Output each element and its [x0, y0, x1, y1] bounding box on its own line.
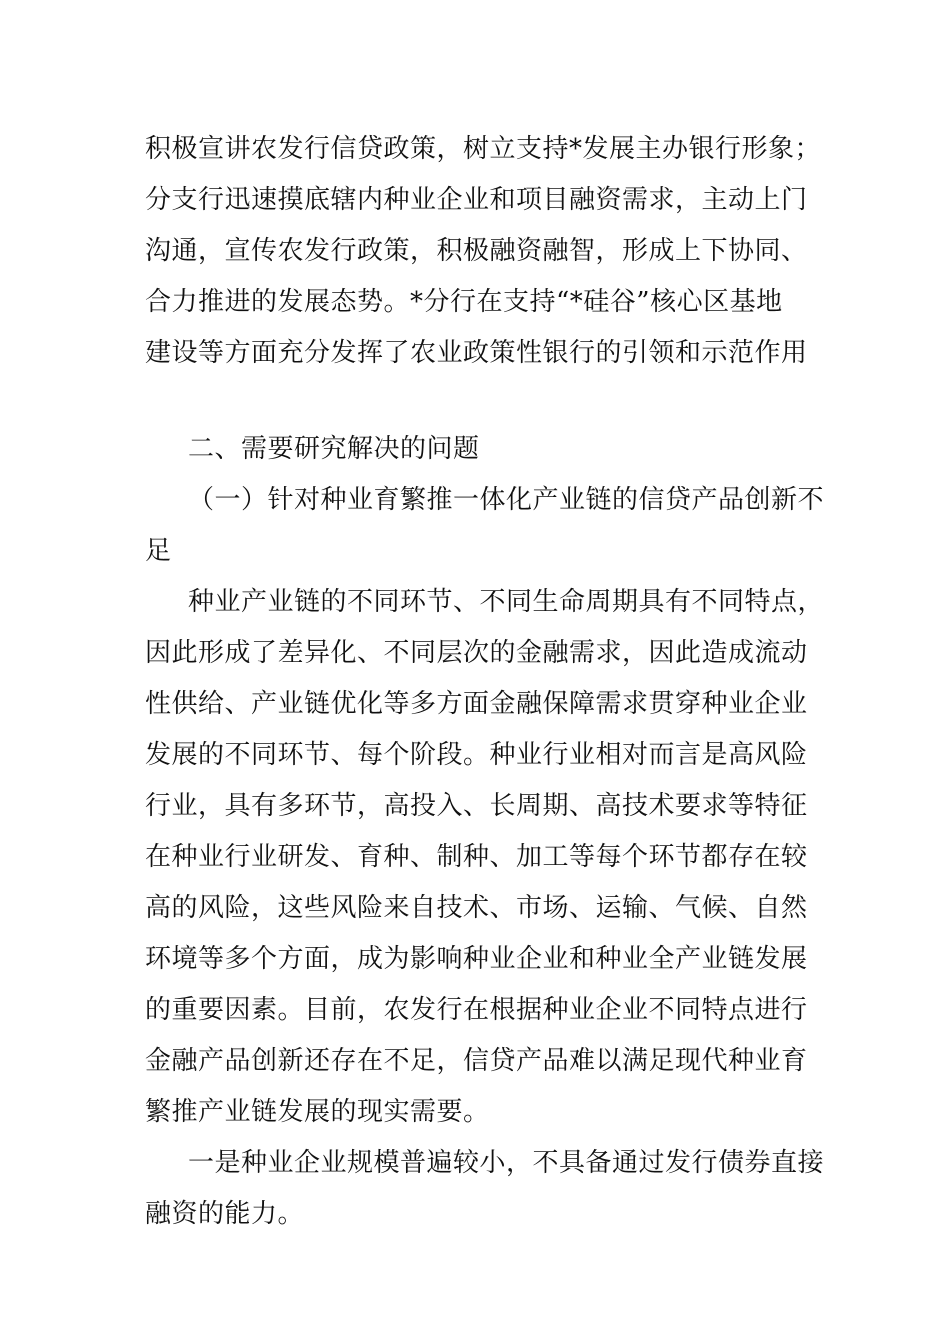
subsection-heading: （一）针对种业育繁推一体化产业链的信贷产品创新不	[188, 485, 825, 515]
text-line: 环境等多个方面，成为影响种业企业和种业全产业链发展	[145, 944, 808, 974]
text-line: 合力推进的发展态势。*分行在支持“*硅谷”核心区基地	[145, 287, 783, 317]
subsection-heading-cont: 足	[145, 536, 172, 566]
text-line: 积极宣讲农发行信贷政策，树立支持*发展主办银行形象；	[145, 134, 822, 164]
text-line: 金融产品创新还存在不足，信贷产品难以满足现代种业育	[145, 1046, 808, 1076]
text-line: 建设等方面充分发挥了农业政策性银行的引领和示范作用	[145, 338, 808, 368]
text-line: 行业，具有多环节，高投入、长周期、高技术要求等特征	[145, 791, 808, 821]
section-heading: 二、需要研究解决的问题	[188, 434, 480, 464]
text-line: 繁推产业链发展的现实需要。	[145, 1097, 490, 1127]
text-line: 沟通，宣传农发行政策，积极融资融智，形成上下协同、	[145, 236, 808, 266]
text-line: 融资的能力。	[145, 1199, 305, 1229]
text-line: 性供给、产业链优化等多方面金融保障需求贯穿种业企业	[145, 689, 808, 719]
text-line: 一是种业企业规模普遍较小，不具备通过发行债券直接	[188, 1148, 825, 1178]
text-line: 因此形成了差异化、不同层次的金融需求，因此造成流动	[145, 638, 808, 668]
text-line: 分支行迅速摸底辖内种业企业和项目融资需求，主动上门	[145, 185, 808, 215]
text-line: 的重要因素。目前，农发行在根据种业企业不同特点进行	[145, 995, 808, 1025]
text-line: 发展的不同环节、每个阶段。种业行业相对而言是高风险	[145, 740, 808, 770]
text-line: 种业产业链的不同环节、不同生命周期具有不同特点，	[188, 587, 825, 617]
text-line: 在种业行业研发、育种、制种、加工等每个环节都存在较	[145, 842, 808, 872]
text-line: 高的风险，这些风险来自技术、市场、运输、气候、自然	[145, 893, 808, 923]
